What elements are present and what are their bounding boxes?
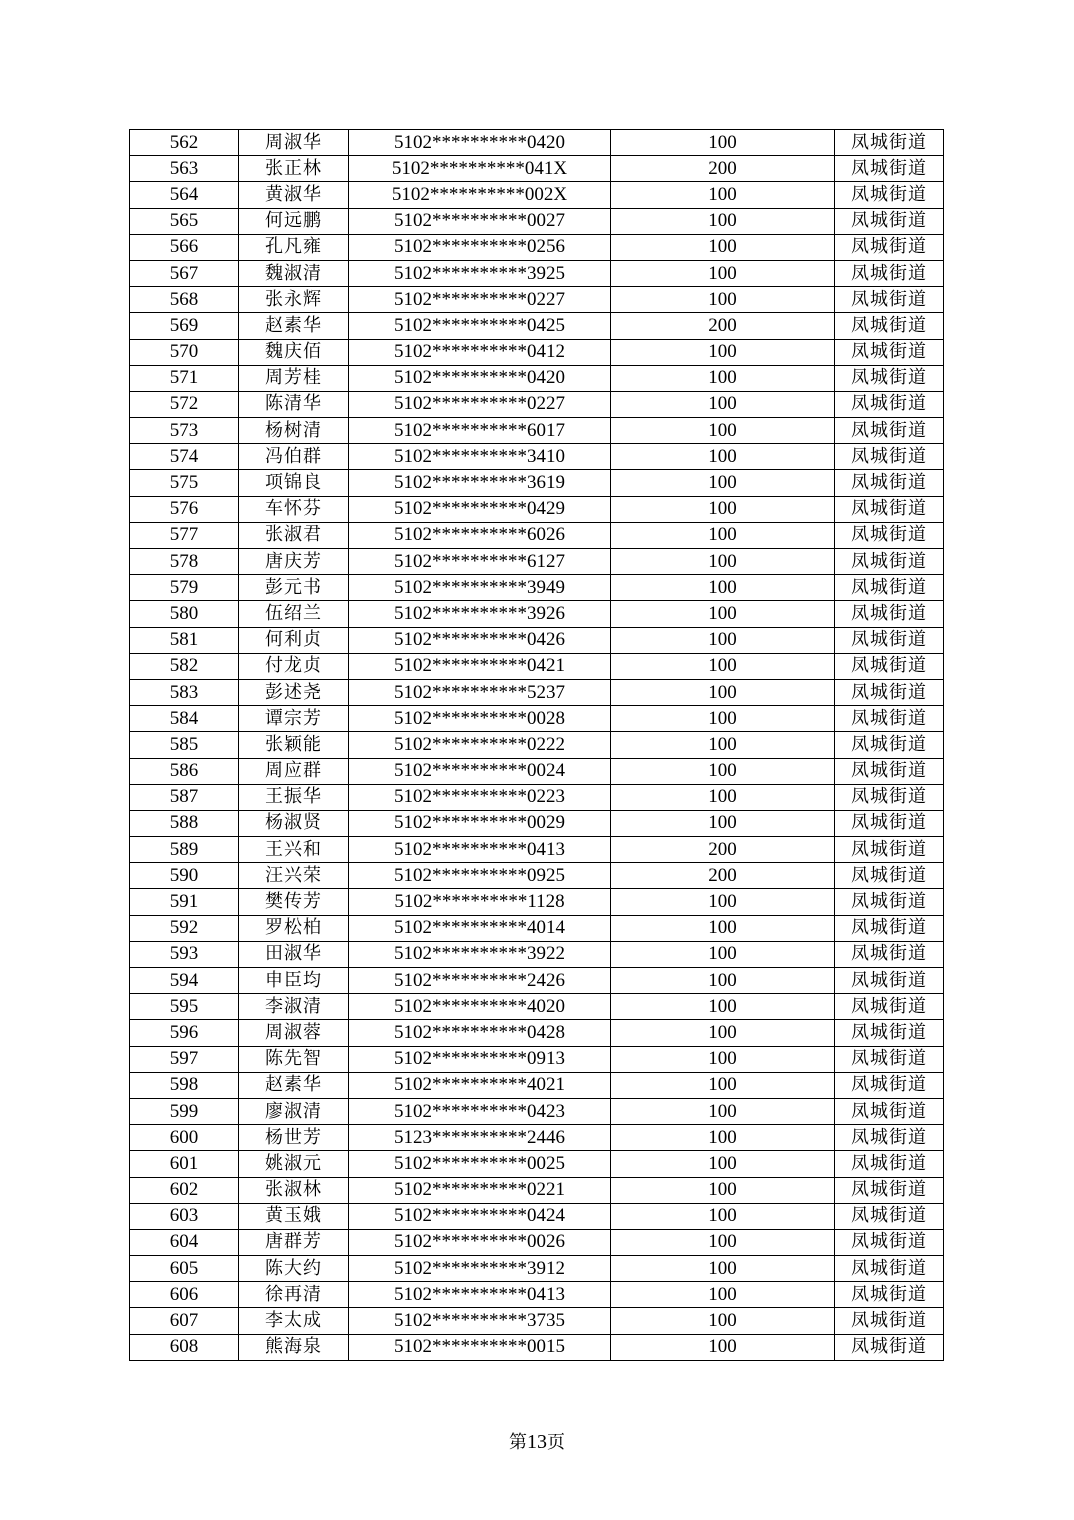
table-row: [130, 1151, 944, 1177]
id-number-cell: 5102**********0024: [349, 758, 611, 784]
street-cell: 凤城街道: [835, 391, 944, 417]
name-cell: 王振华: [239, 784, 349, 810]
amount-cell: 100: [611, 1256, 835, 1282]
name-cell: 周淑华: [239, 130, 349, 156]
amount-cell: 100: [611, 732, 835, 758]
name-cell: 项锦良: [239, 470, 349, 496]
row-number-cell: 594: [130, 968, 239, 994]
id-number-cell: 5102**********0913: [349, 1046, 611, 1072]
amount-cell: 100: [611, 1020, 835, 1046]
amount-cell: 100: [611, 234, 835, 260]
street-cell: 凤城街道: [835, 260, 944, 286]
row-number-cell: 572: [130, 391, 239, 417]
name-cell: 张淑林: [239, 1177, 349, 1203]
row-number-cell: 582: [130, 653, 239, 679]
amount-cell: 100: [611, 208, 835, 234]
table-row: [130, 863, 944, 889]
amount-cell: 100: [611, 1046, 835, 1072]
street-cell: 凤城街道: [835, 182, 944, 208]
amount-cell: 100: [611, 130, 835, 156]
table-row: [130, 339, 944, 365]
street-cell: 凤城街道: [835, 1308, 944, 1334]
amount-cell: 100: [611, 1098, 835, 1124]
name-cell: 周芳桂: [239, 365, 349, 391]
street-cell: 凤城街道: [835, 1334, 944, 1360]
street-cell: 凤城街道: [835, 968, 944, 994]
row-number-cell: 581: [130, 627, 239, 653]
street-cell: 凤城街道: [835, 601, 944, 627]
table-row: [130, 1072, 944, 1098]
name-cell: 杨树清: [239, 418, 349, 444]
street-cell: 凤城街道: [835, 234, 944, 260]
amount-cell: 100: [611, 653, 835, 679]
row-number-cell: 577: [130, 522, 239, 548]
row-number-cell: 607: [130, 1308, 239, 1334]
table-row: [130, 1177, 944, 1203]
table-row: [130, 810, 944, 836]
name-cell: 张正林: [239, 156, 349, 182]
amount-cell: 100: [611, 496, 835, 522]
street-cell: 凤城街道: [835, 653, 944, 679]
street-cell: 凤城街道: [835, 863, 944, 889]
table-row: [130, 601, 944, 627]
street-cell: 凤城街道: [835, 889, 944, 915]
id-number-cell: 5102**********3926: [349, 601, 611, 627]
row-number-cell: 568: [130, 287, 239, 313]
amount-cell: 100: [611, 915, 835, 941]
name-cell: 陈大约: [239, 1256, 349, 1282]
name-cell: 陈先智: [239, 1046, 349, 1072]
id-number-cell: 5102**********0029: [349, 810, 611, 836]
table-row: [130, 208, 944, 234]
id-number-cell: 5102**********0025: [349, 1151, 611, 1177]
table-row: [130, 1282, 944, 1308]
row-number-cell: 588: [130, 810, 239, 836]
row-number-cell: 566: [130, 234, 239, 260]
amount-cell: 100: [611, 391, 835, 417]
amount-cell: 100: [611, 1282, 835, 1308]
amount-cell: 100: [611, 889, 835, 915]
street-cell: 凤城街道: [835, 810, 944, 836]
amount-cell: 100: [611, 1203, 835, 1229]
amount-cell: 100: [611, 1308, 835, 1334]
table-row: [130, 365, 944, 391]
row-number-cell: 599: [130, 1098, 239, 1124]
id-number-cell: 5102**********6017: [349, 418, 611, 444]
street-cell: 凤城街道: [835, 1020, 944, 1046]
amount-cell: 100: [611, 1334, 835, 1360]
amount-cell: 100: [611, 418, 835, 444]
id-number-cell: 5102**********041X: [349, 156, 611, 182]
table-row: [130, 1229, 944, 1255]
row-number-cell: 595: [130, 994, 239, 1020]
street-cell: 凤城街道: [835, 575, 944, 601]
street-cell: 凤城街道: [835, 549, 944, 575]
page-number: 13: [527, 1431, 547, 1453]
row-number-cell: 604: [130, 1229, 239, 1255]
table-row: [130, 1203, 944, 1229]
name-cell: 唐庆芳: [239, 549, 349, 575]
row-number-cell: 569: [130, 313, 239, 339]
street-cell: 凤城街道: [835, 994, 944, 1020]
name-cell: 黄玉娥: [239, 1203, 349, 1229]
row-number-cell: 565: [130, 208, 239, 234]
table-row: [130, 522, 944, 548]
street-cell: 凤城街道: [835, 758, 944, 784]
row-number-cell: 570: [130, 339, 239, 365]
amount-cell: 100: [611, 758, 835, 784]
id-number-cell: 5102**********0426: [349, 627, 611, 653]
name-cell: 杨淑贤: [239, 810, 349, 836]
amount-cell: 200: [611, 863, 835, 889]
table-row: [130, 889, 944, 915]
name-cell: 彭元书: [239, 575, 349, 601]
amount-cell: 100: [611, 444, 835, 470]
table-row: [130, 130, 944, 156]
street-cell: 凤城街道: [835, 470, 944, 496]
page-number-suffix: 页: [547, 1432, 565, 1453]
row-number-cell: 580: [130, 601, 239, 627]
row-number-cell: 584: [130, 706, 239, 732]
id-number-cell: 5102**********0015: [349, 1334, 611, 1360]
amount-cell: 100: [611, 365, 835, 391]
table-row: [130, 1020, 944, 1046]
row-number-cell: 578: [130, 549, 239, 575]
amount-cell: 100: [611, 601, 835, 627]
row-number-cell: 589: [130, 837, 239, 863]
row-number-cell: 597: [130, 1046, 239, 1072]
street-cell: 凤城街道: [835, 522, 944, 548]
table-row: [130, 391, 944, 417]
name-cell: 陈清华: [239, 391, 349, 417]
street-cell: 凤城街道: [835, 339, 944, 365]
roster-table-body: [130, 130, 944, 1361]
amount-cell: 100: [611, 549, 835, 575]
amount-cell: 100: [611, 706, 835, 732]
name-cell: 张淑君: [239, 522, 349, 548]
name-cell: 黄淑华: [239, 182, 349, 208]
table-row: [130, 941, 944, 967]
row-number-cell: 608: [130, 1334, 239, 1360]
street-cell: 凤城街道: [835, 130, 944, 156]
id-number-cell: 5102**********0223: [349, 784, 611, 810]
row-number-cell: 603: [130, 1203, 239, 1229]
amount-cell: 100: [611, 1072, 835, 1098]
table-row: [130, 313, 944, 339]
id-number-cell: 5102**********0028: [349, 706, 611, 732]
amount-cell: 100: [611, 1177, 835, 1203]
id-number-cell: 5102**********0423: [349, 1098, 611, 1124]
table-row: [130, 260, 944, 286]
table-row: [130, 575, 944, 601]
row-number-cell: 567: [130, 260, 239, 286]
id-number-cell: 5102**********3922: [349, 941, 611, 967]
street-cell: 凤城街道: [835, 418, 944, 444]
row-number-cell: 601: [130, 1151, 239, 1177]
row-number-cell: 571: [130, 365, 239, 391]
id-number-cell: 5102**********4020: [349, 994, 611, 1020]
street-cell: 凤城街道: [835, 365, 944, 391]
table-row: [130, 915, 944, 941]
name-cell: 周应群: [239, 758, 349, 784]
id-number-cell: 5102**********4021: [349, 1072, 611, 1098]
street-cell: 凤城街道: [835, 915, 944, 941]
amount-cell: 200: [611, 313, 835, 339]
name-cell: 李太成: [239, 1308, 349, 1334]
table-row: [130, 418, 944, 444]
street-cell: 凤城街道: [835, 287, 944, 313]
id-number-cell: 5102**********0420: [349, 365, 611, 391]
row-number-cell: 587: [130, 784, 239, 810]
table-row: [130, 1125, 944, 1151]
table-row: [130, 470, 944, 496]
id-number-cell: 5102**********3912: [349, 1256, 611, 1282]
amount-cell: 100: [611, 968, 835, 994]
roster-table-container: [129, 129, 943, 1361]
table-row: [130, 444, 944, 470]
name-cell: 王兴和: [239, 837, 349, 863]
row-number-cell: 583: [130, 679, 239, 705]
id-number-cell: 5102**********0256: [349, 234, 611, 260]
name-cell: 田淑华: [239, 941, 349, 967]
row-number-cell: 562: [130, 130, 239, 156]
street-cell: 凤城街道: [835, 1282, 944, 1308]
name-cell: 李淑清: [239, 994, 349, 1020]
id-number-cell: 5102**********0227: [349, 287, 611, 313]
name-cell: 付龙贞: [239, 653, 349, 679]
id-number-cell: 5102**********0925: [349, 863, 611, 889]
table-row: [130, 837, 944, 863]
id-number-cell: 5102**********0420: [349, 130, 611, 156]
id-number-cell: 5102**********2426: [349, 968, 611, 994]
table-row: [130, 679, 944, 705]
table-row: [130, 287, 944, 313]
street-cell: 凤城街道: [835, 1046, 944, 1072]
table-row: [130, 182, 944, 208]
amount-cell: 100: [611, 679, 835, 705]
row-number-cell: 573: [130, 418, 239, 444]
row-number-cell: 592: [130, 915, 239, 941]
amount-cell: 100: [611, 260, 835, 286]
name-cell: 张颖能: [239, 732, 349, 758]
name-cell: 车怀芬: [239, 496, 349, 522]
amount-cell: 100: [611, 182, 835, 208]
street-cell: 凤城街道: [835, 1125, 944, 1151]
street-cell: 凤城街道: [835, 1256, 944, 1282]
street-cell: 凤城街道: [835, 784, 944, 810]
roster-table: [129, 129, 944, 1361]
id-number-cell: 5102**********1128: [349, 889, 611, 915]
row-number-cell: 590: [130, 863, 239, 889]
name-cell: 徐再清: [239, 1282, 349, 1308]
row-number-cell: 586: [130, 758, 239, 784]
table-row: [130, 627, 944, 653]
id-number-cell: 5102**********0412: [349, 339, 611, 365]
id-number-cell: 5102**********5237: [349, 679, 611, 705]
row-number-cell: 593: [130, 941, 239, 967]
street-cell: 凤城街道: [835, 1229, 944, 1255]
id-number-cell: 5102**********3735: [349, 1308, 611, 1334]
street-cell: 凤城街道: [835, 1151, 944, 1177]
name-cell: 杨世芳: [239, 1125, 349, 1151]
row-number-cell: 564: [130, 182, 239, 208]
row-number-cell: 576: [130, 496, 239, 522]
amount-cell: 100: [611, 1125, 835, 1151]
amount-cell: 100: [611, 941, 835, 967]
street-cell: 凤城街道: [835, 444, 944, 470]
street-cell: 凤城街道: [835, 941, 944, 967]
id-number-cell: 5102**********0413: [349, 837, 611, 863]
amount-cell: 100: [611, 470, 835, 496]
id-number-cell: 5102**********3619: [349, 470, 611, 496]
street-cell: 凤城街道: [835, 496, 944, 522]
street-cell: 凤城街道: [835, 732, 944, 758]
table-row: [130, 1308, 944, 1334]
name-cell: 申臣均: [239, 968, 349, 994]
row-number-cell: 563: [130, 156, 239, 182]
row-number-cell: 579: [130, 575, 239, 601]
row-number-cell: 605: [130, 1256, 239, 1282]
table-row: [130, 549, 944, 575]
page-number-footer: [0, 1428, 1074, 1454]
id-number-cell: 5102**********0413: [349, 1282, 611, 1308]
table-row: [130, 758, 944, 784]
amount-cell: 100: [611, 994, 835, 1020]
street-cell: 凤城街道: [835, 1203, 944, 1229]
street-cell: 凤城街道: [835, 313, 944, 339]
id-number-cell: 5102**********0027: [349, 208, 611, 234]
id-number-cell: 5102**********0222: [349, 732, 611, 758]
row-number-cell: 600: [130, 1125, 239, 1151]
id-number-cell: 5102**********0428: [349, 1020, 611, 1046]
id-number-cell: 5102**********0424: [349, 1203, 611, 1229]
id-number-cell: 5102**********3949: [349, 575, 611, 601]
name-cell: 赵素华: [239, 1072, 349, 1098]
table-row: [130, 234, 944, 260]
amount-cell: 200: [611, 156, 835, 182]
name-cell: 汪兴荣: [239, 863, 349, 889]
id-number-cell: 5102**********4014: [349, 915, 611, 941]
row-number-cell: 575: [130, 470, 239, 496]
table-row: [130, 1256, 944, 1282]
table-row: [130, 156, 944, 182]
name-cell: 张永辉: [239, 287, 349, 313]
page-number-prefix: 第: [509, 1432, 527, 1453]
name-cell: 何远鹏: [239, 208, 349, 234]
id-number-cell: 5102**********6127: [349, 549, 611, 575]
row-number-cell: 591: [130, 889, 239, 915]
table-row: [130, 1046, 944, 1072]
amount-cell: 100: [611, 287, 835, 313]
id-number-cell: 5102**********0425: [349, 313, 611, 339]
name-cell: 赵素华: [239, 313, 349, 339]
street-cell: 凤城街道: [835, 156, 944, 182]
id-number-cell: 5102**********3410: [349, 444, 611, 470]
row-number-cell: 596: [130, 1020, 239, 1046]
name-cell: 孔凡雍: [239, 234, 349, 260]
name-cell: 熊海泉: [239, 1334, 349, 1360]
name-cell: 魏庆佰: [239, 339, 349, 365]
street-cell: 凤城街道: [835, 1177, 944, 1203]
amount-cell: 100: [611, 1151, 835, 1177]
name-cell: 樊传芳: [239, 889, 349, 915]
row-number-cell: 574: [130, 444, 239, 470]
table-row: [130, 1334, 944, 1360]
amount-cell: 100: [611, 575, 835, 601]
name-cell: 谭宗芳: [239, 706, 349, 732]
street-cell: 凤城街道: [835, 208, 944, 234]
amount-cell: 100: [611, 339, 835, 365]
street-cell: 凤城街道: [835, 837, 944, 863]
table-row: [130, 1098, 944, 1124]
id-number-cell: 5102**********002X: [349, 182, 611, 208]
street-cell: 凤城街道: [835, 627, 944, 653]
id-number-cell: 5102**********0227: [349, 391, 611, 417]
id-number-cell: 5123**********2446: [349, 1125, 611, 1151]
row-number-cell: 606: [130, 1282, 239, 1308]
street-cell: 凤城街道: [835, 1098, 944, 1124]
amount-cell: 200: [611, 837, 835, 863]
amount-cell: 100: [611, 627, 835, 653]
table-row: [130, 784, 944, 810]
table-row: [130, 994, 944, 1020]
table-row: [130, 496, 944, 522]
name-cell: 唐群芳: [239, 1229, 349, 1255]
table-row: [130, 968, 944, 994]
name-cell: 何利贞: [239, 627, 349, 653]
id-number-cell: 5102**********0429: [349, 496, 611, 522]
row-number-cell: 598: [130, 1072, 239, 1098]
street-cell: 凤城街道: [835, 679, 944, 705]
id-number-cell: 5102**********0221: [349, 1177, 611, 1203]
table-row: [130, 706, 944, 732]
row-number-cell: 602: [130, 1177, 239, 1203]
name-cell: 罗松柏: [239, 915, 349, 941]
amount-cell: 100: [611, 784, 835, 810]
id-number-cell: 5102**********0421: [349, 653, 611, 679]
name-cell: 彭述尧: [239, 679, 349, 705]
street-cell: 凤城街道: [835, 706, 944, 732]
name-cell: 廖淑清: [239, 1098, 349, 1124]
street-cell: 凤城街道: [835, 1072, 944, 1098]
table-row: [130, 732, 944, 758]
name-cell: 周淑蓉: [239, 1020, 349, 1046]
id-number-cell: 5102**********3925: [349, 260, 611, 286]
row-number-cell: 585: [130, 732, 239, 758]
name-cell: 冯伯群: [239, 444, 349, 470]
amount-cell: 100: [611, 810, 835, 836]
name-cell: 姚淑元: [239, 1151, 349, 1177]
name-cell: 魏淑清: [239, 260, 349, 286]
table-row: [130, 653, 944, 679]
name-cell: 伍绍兰: [239, 601, 349, 627]
id-number-cell: 5102**********6026: [349, 522, 611, 548]
amount-cell: 100: [611, 1229, 835, 1255]
amount-cell: 100: [611, 522, 835, 548]
id-number-cell: 5102**********0026: [349, 1229, 611, 1255]
